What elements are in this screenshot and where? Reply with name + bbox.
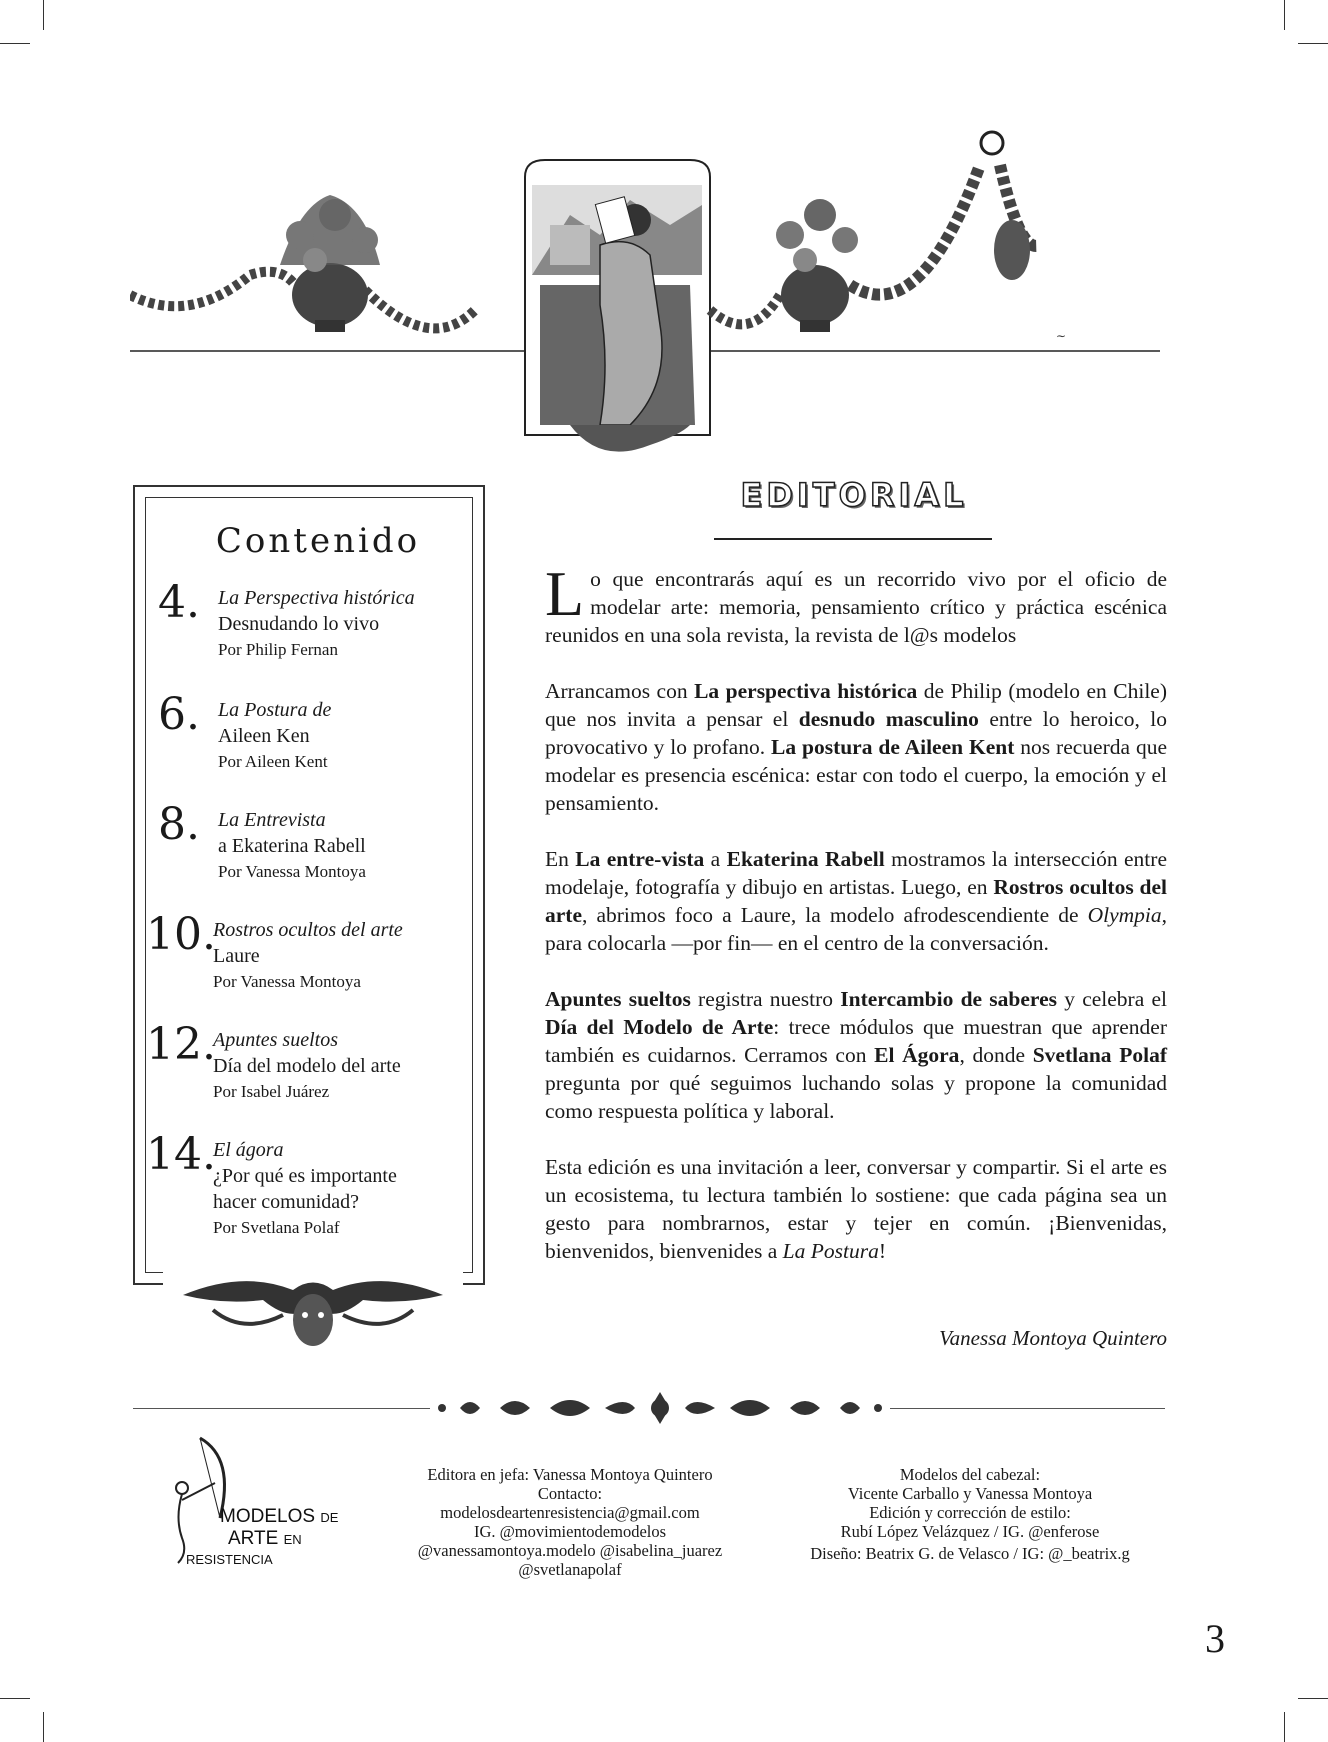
logo-text: DE	[320, 1510, 339, 1525]
credit-line: Diseño: Beatrix G. de Velasco / IG: @_beatrix.g	[810, 1544, 1130, 1563]
reading-woman-vignette	[525, 160, 710, 452]
editorial-paragraph: Apuntes sueltos registra nuestro Intercambio de saberes y celebra el Día del Modelo de Arte: trece módulos que muestran que aprender también es cuidarnos. Cerramos con El Ágora, donde Svetlana Polaf pregunta por qué seguimos luchando solas y propone la comunidad como respuesta política y laboral.	[545, 987, 1168, 1123]
logo-text: EN	[283, 1532, 302, 1547]
crop-mark	[1298, 1698, 1328, 1699]
contents-title: Contenido	[215, 521, 421, 561]
credit-line: Edición y corrección de estilo:	[869, 1503, 1071, 1522]
crop-mark	[1284, 1712, 1285, 1742]
toc-page-number: 10.	[146, 909, 216, 960]
header-illustration	[130, 125, 1170, 470]
left-urn-icon	[280, 195, 380, 332]
credit-line: Modelos del cabezal:	[899, 1465, 1041, 1484]
toc-section: La Entrevista	[218, 809, 326, 831]
toc-subtitle: a Ekaterina Rabell	[218, 835, 366, 857]
toc-page-number: 4.	[158, 577, 200, 628]
crop-mark	[43, 1712, 44, 1742]
crop-mark	[0, 1698, 30, 1699]
editorial-title: EDITORIAL	[740, 476, 968, 514]
crop-mark	[0, 43, 30, 44]
right-urn-icon	[776, 199, 858, 332]
toc-section: La Postura de	[218, 699, 332, 721]
toc-subtitle: Desnudando lo vivo	[218, 613, 380, 635]
toc-author: Por Aileen Kent	[218, 752, 328, 771]
credit-line: Contacto:	[537, 1484, 603, 1503]
toc-subtitle: Aileen Ken	[218, 725, 310, 747]
toc-page-number: 6.	[158, 689, 200, 740]
crop-mark	[1284, 0, 1285, 30]
toc-page-number: 12.	[146, 1019, 216, 1070]
artist-signature-mark: ∼	[1055, 329, 1066, 343]
crop-mark	[1298, 43, 1328, 44]
credit-email[interactable]: modelosdeartenresistencia@gmail.com	[440, 1503, 700, 1522]
editorial-rule	[714, 538, 992, 540]
editorial-body	[545, 558, 1168, 1293]
credit-handle[interactable]: @vanessamontoya.modelo @isabelina_juarez	[417, 1541, 723, 1560]
toc-subtitle: ¿Por qué es importante	[213, 1165, 397, 1187]
toc-author: Por Philip Fernan	[218, 640, 338, 659]
dropcap: L	[545, 558, 585, 629]
mask-ornament-icon	[163, 1265, 463, 1365]
credit-line: Editora en jefa: Vanessa Montoya Quintero	[427, 1465, 713, 1484]
toc-section: El ágora	[213, 1139, 284, 1161]
logo-text: RESISTENCIA	[186, 1552, 273, 1567]
editorial-paragraph: Arrancamos con La perspectiva histórica de Philip (modelo en Chile) que nos invita a pensar el desnudo masculino entre lo heroico, lo provocativo y lo profano. La postura de Aileen Kent nos recuerda que modelar es presencia escénica: estar con todo el cuerpo, la emoción y el pensamiento.	[545, 679, 1168, 815]
editorial-paragraph: Esta edición es una invitación a leer, conversar y compartir. Si el arte es un ecosistema, tu lectura también lo sostiene: que cada página sea un gesto para nombrarnos, estar y tejer en común. ¡Bienvenidas, bienvenidos, bienvenides a La Postura!	[545, 1155, 1167, 1263]
logo	[160, 1428, 350, 1598]
credits-left	[388, 1465, 752, 1579]
credit-handle[interactable]: @svetlanapolaf	[518, 1560, 622, 1579]
logo-text: MODELOS	[220, 1506, 316, 1527]
toc-author: Por Svetlana Polaf	[213, 1218, 340, 1237]
editorial-paragraph: En La entre-vista a Ekaterina Rabell mostramos la intersección entre modelaje, fotografía y dibujo en artistas. Luego, en Rostros ocultos del arte, abrimos foco a Laure, la modelo afrodescendiente de Olympia, para colocarla —por fin— en el centro de la conversación.	[545, 847, 1167, 955]
toc-page-number: 8.	[158, 799, 200, 850]
credit-handle[interactable]: IG. @movimientodemodelos	[473, 1522, 667, 1541]
toc-author: Por Vanessa Montoya	[213, 972, 361, 991]
toc-author: Por Isabel Juárez	[213, 1082, 330, 1101]
contents-panel	[133, 485, 485, 1295]
editorial-signature: Vanessa Montoya Quintero	[939, 1326, 1167, 1350]
scroll-ornament-icon	[430, 1390, 890, 1426]
credit-line: Vicente Carballo y Vanessa Montoya	[847, 1484, 1093, 1503]
toc-section: La Perspectiva histórica	[218, 587, 415, 609]
toc-author: Por Vanessa Montoya	[218, 862, 366, 881]
editorial-paragraph: Lo que encontrarás aquí es un recorrido vivo por el oficio de modelar arte: memoria, pensamiento crítico y práctica escénica reunidos en una sola revista, la revista de l@s modelos	[545, 558, 1167, 647]
page-number: 3	[1205, 1616, 1225, 1661]
toc-section: Rostros ocultos del arte	[213, 919, 403, 941]
toc-subtitle: Laure	[213, 945, 260, 967]
toc-section: Apuntes sueltos	[213, 1029, 338, 1051]
credit-line: Rubí López Velázquez / IG. @enferose	[840, 1522, 1100, 1541]
toc-subtitle: Día del modelo del arte	[213, 1055, 401, 1077]
credits-right	[780, 1465, 1160, 1563]
crop-mark	[43, 0, 44, 30]
toc-page-number: 14.	[146, 1129, 216, 1180]
logo-text: ARTE	[228, 1528, 279, 1549]
toc-subtitle: hacer comunidad?	[213, 1191, 360, 1213]
